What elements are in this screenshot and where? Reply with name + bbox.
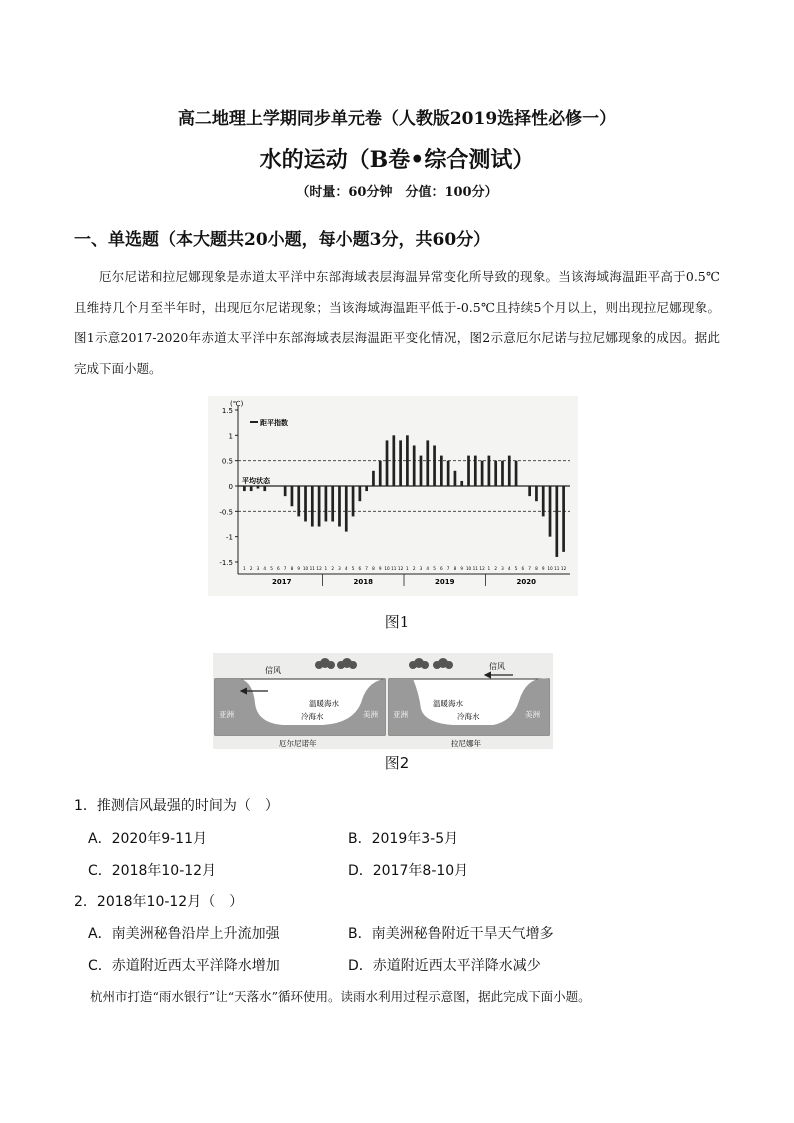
y-unit-label: (℃) xyxy=(230,400,244,408)
bar xyxy=(297,486,300,516)
bar xyxy=(372,471,375,486)
month-tick-label: 8 xyxy=(535,566,538,571)
page-title: 水的运动（B卷•综合测试） xyxy=(259,147,535,173)
month-tick-label: 7 xyxy=(446,566,450,571)
month-tick-label: 1 xyxy=(243,566,246,571)
bar xyxy=(494,461,497,486)
bar xyxy=(454,471,457,486)
month-tick-label: 9 xyxy=(297,566,301,571)
month-tick-label: 12 xyxy=(560,566,567,571)
bar xyxy=(447,461,450,486)
bar xyxy=(433,445,436,486)
month-tick-label: 3 xyxy=(338,566,341,571)
question-2-option-b[interactable]: B．南美洲秘鲁附近干旱天气增多 xyxy=(348,926,554,942)
cold-water-label: 冷海水 xyxy=(301,712,324,721)
bar xyxy=(379,461,382,486)
month-tick-label: 6 xyxy=(358,566,362,571)
bar xyxy=(426,440,429,486)
bar xyxy=(542,486,545,516)
y-tick-label: -1 xyxy=(226,533,233,542)
bar xyxy=(270,486,273,487)
question-2-option-a[interactable]: A．南美洲秘鲁沿岸上升流加强 xyxy=(88,926,280,942)
bar xyxy=(392,435,395,486)
month-tick-label: 3 xyxy=(256,566,260,571)
bar xyxy=(365,486,368,491)
question-2-stem: 2．2018年10-12月（ ） xyxy=(74,894,244,910)
question-2-option-c[interactable]: C．赤道附近西太平洋降水增加 xyxy=(88,958,280,974)
warm-water-label: 温暖海水 xyxy=(433,699,463,708)
month-tick-label: 5 xyxy=(270,566,273,571)
intro-text xyxy=(74,262,720,384)
bar xyxy=(562,486,565,552)
bar xyxy=(420,456,423,486)
figure1-caption: 图1 xyxy=(384,613,410,631)
month-tick-label: 1 xyxy=(324,566,328,571)
month-tick-label: 5 xyxy=(433,566,436,571)
bar xyxy=(440,456,443,486)
year-label: 2017 xyxy=(272,578,292,586)
y-tick-label: 0.5 xyxy=(221,457,233,466)
bar xyxy=(291,486,294,506)
bar xyxy=(345,486,348,532)
month-tick-label: 10 xyxy=(384,566,390,571)
month-tick-label: 6 xyxy=(521,566,525,571)
bar xyxy=(338,486,341,527)
month-tick-label: 10 xyxy=(547,566,553,571)
month-tick-label: 12 xyxy=(397,566,404,571)
america-label: 美洲 xyxy=(525,710,540,719)
month-tick-label: 11 xyxy=(309,566,315,571)
america-label: 美洲 xyxy=(363,710,378,719)
question-2-option-d[interactable]: D．赤道附近西太平洋降水减少 xyxy=(348,958,541,974)
month-tick-label: 1 xyxy=(487,566,491,571)
warm-water-label: 温暖海水 xyxy=(309,699,339,708)
bar xyxy=(257,486,260,489)
month-tick-label: 9 xyxy=(378,566,382,571)
month-tick-label: 11 xyxy=(472,566,478,571)
month-tick-label: 8 xyxy=(453,566,457,571)
section-title: 一、单选题（本大题共20小题，每小题3分，共60分） xyxy=(74,230,491,250)
question-1-stem: 1．推测信风最强的时间为（ ） xyxy=(74,798,279,814)
month-tick-label: 3 xyxy=(501,566,504,571)
bar xyxy=(521,486,524,487)
intro-paragraph: 厄尔尼诺和拉尼娜现象是赤道太平洋中东部海域表层海温异常变化所导致的现象。当该海域海温距平高于0.5℃且维持几个月至半年时，出现厄尔尼诺现象；当该海域海温距平低于-0.5℃且持续5个月以上，则出现拉尼娜现象。图1示意2017-2020年赤道太平洋中东部海域表层海温距平变化情况，图2示意厄尔尼诺与拉尼娜现象的成因。据此完成下面小题。 xyxy=(74,269,720,376)
bar xyxy=(399,440,402,486)
month-tick-label: 4 xyxy=(507,566,511,571)
bar xyxy=(243,486,246,491)
month-tick-label: 2 xyxy=(331,566,335,571)
enso-diagram xyxy=(213,653,553,749)
bar xyxy=(488,456,491,486)
bar xyxy=(352,486,355,516)
bar xyxy=(549,486,552,537)
month-tick-label: 8 xyxy=(290,566,294,571)
month-tick-label: 12 xyxy=(316,566,322,571)
bar xyxy=(501,461,504,486)
wind-label: 信风 xyxy=(489,662,505,671)
month-tick-label: 10 xyxy=(302,566,309,571)
y-tick-label: 1.5 xyxy=(221,407,233,415)
bar xyxy=(318,486,321,527)
bar xyxy=(515,461,518,486)
bar xyxy=(263,486,266,491)
month-tick-label: 9 xyxy=(541,566,545,571)
bar xyxy=(528,486,531,496)
month-tick-label: 7 xyxy=(528,566,531,571)
bar xyxy=(386,440,389,486)
bar xyxy=(474,456,477,486)
document-header: 高二地理上学期同步单元卷（人教版2019选择性必修一） xyxy=(177,109,617,129)
month-tick-label: 4 xyxy=(344,566,348,571)
bar xyxy=(325,486,328,521)
next-passage-intro: 杭州市打造“雨水银行”让“天落水”循环使用。读雨水利用过程示意图，据此完成下面小题。 xyxy=(90,989,591,1004)
question-1-option-a[interactable]: A．2020年9-11月 xyxy=(88,831,207,847)
month-tick-label: 4 xyxy=(263,566,267,571)
asia-label: 亚洲 xyxy=(219,710,234,719)
bar xyxy=(284,486,287,496)
y-tick-label: -0.5 xyxy=(219,508,233,517)
question-1-option-b[interactable]: B．2019年3-5月 xyxy=(348,831,459,847)
wind-label: 信风 xyxy=(265,666,281,675)
bar xyxy=(250,486,253,491)
year-label: 2019 xyxy=(435,578,455,586)
month-tick-label: 5 xyxy=(351,566,355,571)
bar xyxy=(413,445,416,486)
month-tick-label: 2 xyxy=(249,566,253,571)
month-tick-label: 11 xyxy=(391,566,397,571)
month-tick-label: 11 xyxy=(554,566,560,571)
bar xyxy=(331,486,334,521)
month-tick-label: 3 xyxy=(419,566,423,571)
exam-meta: （时量：60分钟 分值：100分） xyxy=(296,185,498,200)
y-tick-label: 0 xyxy=(228,483,233,491)
asia-label: 亚洲 xyxy=(393,710,408,719)
year-label: 2018 xyxy=(353,578,373,586)
reference-label: 平均状态 xyxy=(242,477,270,485)
el-nino-label: 厄尔尼诺年 xyxy=(279,739,317,748)
y-tick-label: 1 xyxy=(228,432,233,441)
month-tick-label: 6 xyxy=(277,566,280,571)
month-tick-label: 10 xyxy=(465,566,472,571)
month-tick-label: 12 xyxy=(479,566,485,571)
bar xyxy=(508,456,511,486)
month-tick-label: 5 xyxy=(514,566,518,571)
bar xyxy=(406,435,409,486)
month-tick-label: 1 xyxy=(406,566,409,571)
figure2-caption: 图2 xyxy=(384,754,410,772)
month-tick-label: 9 xyxy=(460,566,464,571)
bar xyxy=(304,486,307,521)
month-tick-label: 4 xyxy=(426,566,430,571)
bar xyxy=(460,481,463,486)
cold-water-label: 冷海水 xyxy=(457,712,480,721)
sst-anomaly-chart xyxy=(208,396,578,596)
question-1-option-c[interactable]: C．2018年10-12月 xyxy=(88,863,217,879)
month-tick-label: 7 xyxy=(283,566,287,571)
legend-label: 距平指数 xyxy=(260,419,288,427)
month-tick-label: 8 xyxy=(372,566,375,571)
month-tick-label: 2 xyxy=(494,566,498,571)
month-tick-label: 2 xyxy=(412,566,416,571)
question-1-option-d[interactable]: D．2017年8-10月 xyxy=(348,863,469,879)
month-tick-label: 7 xyxy=(365,566,368,571)
bar xyxy=(358,486,361,501)
bar xyxy=(535,486,538,501)
year-label: 2020 xyxy=(516,578,536,586)
y-tick-label: -1.5 xyxy=(219,559,233,567)
month-tick-label: 6 xyxy=(440,566,443,571)
bar xyxy=(467,456,470,486)
bar xyxy=(481,461,484,486)
la-nina-label: 拉尼娜年 xyxy=(451,739,481,748)
bar xyxy=(555,486,558,557)
bar xyxy=(277,486,280,487)
bar xyxy=(311,486,314,527)
